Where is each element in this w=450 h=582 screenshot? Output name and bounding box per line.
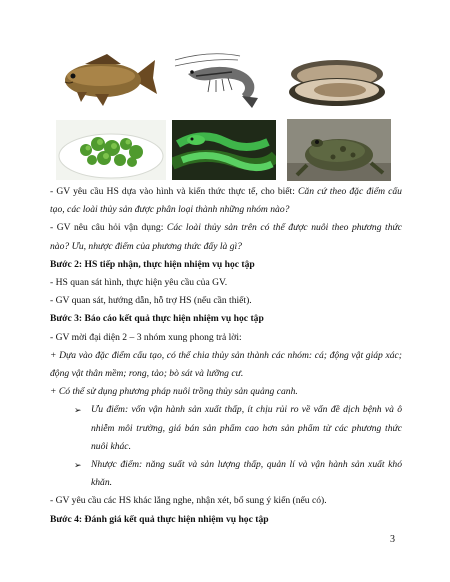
paragraph-groups: + Dựa vào đặc điểm cấu tạo, có thể chia thủy sản thành các nhóm: cá; động vật giáp xác; động vật thân mềm; rong, tảo; bò sát và lưỡng cư. — [50, 349, 402, 380]
paragraph-method: + Có thể sử dụng phương pháp nuôi trồng thủy sản quảng canh. — [50, 386, 298, 398]
mussel-photo — [284, 50, 390, 112]
page-number: 3 — [390, 534, 395, 545]
step-2-heading: Bước 2: HS tiếp nhận, thực hiện nhiệm vụ học tập — [50, 258, 255, 270]
seaweed-photo — [56, 120, 166, 180]
step-4-heading: Bước 4: Đánh giá kết quả thực hiện nhiệm vụ học tập — [50, 513, 269, 525]
shrimp-photo — [170, 50, 270, 112]
arrow-bullet-icon: ➢ — [74, 460, 82, 471]
paragraph-gv-feedback: - GV yêu cầu các HS khác lắng nghe, nhận xét, bổ sung ý kiến (nếu có). — [50, 495, 327, 507]
gv-request-text: - GV yêu cầu HS dựa vào hình và kiến thức thực tế, cho biết: — [50, 186, 298, 197]
paragraph-gv-question — [50, 219, 402, 255]
carp-photo — [55, 48, 159, 112]
paragraph-hs-observe: - HS quan sát hình, thực hiện yêu cầu của GV. — [50, 277, 228, 289]
bullet-disadvantages — [50, 456, 402, 492]
arrow-bullet-icon: ➢ — [74, 405, 82, 416]
step-3-heading: Bước 3: Báo cáo kết quả thực hiện nhiệm vụ học tập — [50, 313, 264, 325]
gv-question-italic: Các loài thủy sản trên có thể được nuôi theo phương thức nào? Ưu, nhược điểm của phương thức đấy là gì? — [50, 222, 402, 252]
frog-photo — [287, 119, 391, 181]
lesson-text — [50, 183, 402, 529]
bullet-advantages — [50, 401, 402, 456]
paragraph-gv-invite: - GV mời đại diện 2 – 3 nhóm xung phong trả lời: — [50, 331, 242, 343]
gv-request-question: Căn cứ theo đặc điểm cấu tạo, các loài thủy sản được phân loại thành những nhóm nào? — [50, 186, 402, 216]
advantages-text: Ưu điểm: vốn vận hành sản xuất thấp, ít chịu rủi ro về vấn đề dịch bệnh và ô nhiễm môi trường, giá bán sản phẩm cao hơn sản phẩm từ các phương thức nuôi khác. — [91, 404, 402, 452]
disadvantages-text: Nhược điểm: năng suất và sản lượng thấp, quản lí và vận hành sản xuất khó khăn. — [91, 459, 402, 489]
paragraph-gv-request — [50, 183, 402, 219]
paragraph-gv-observe: - GV quan sát, hướng dẫn, hỗ trợ HS (nếu cần thiết). — [50, 295, 252, 307]
snake-photo — [172, 120, 276, 180]
gv-question-text: - GV nêu câu hỏi vận dụng: — [50, 222, 167, 234]
